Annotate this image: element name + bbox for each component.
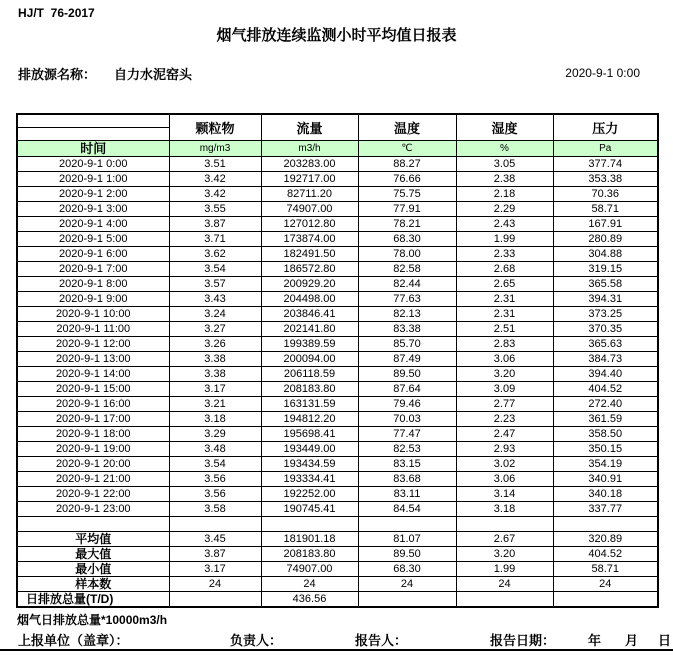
table-cell: 2.18 xyxy=(456,187,553,202)
table-cell: 2020-9-1 18:00 xyxy=(17,427,169,442)
table-cell: 127012.80 xyxy=(261,217,358,232)
data-row xyxy=(17,352,658,367)
source-name: 自力水泥窑头 xyxy=(114,67,193,82)
table-cell: 89.50 xyxy=(358,547,456,562)
table-cell: 3.54 xyxy=(169,457,261,472)
page-title: 烟气排放连续监测小时平均值日报表 xyxy=(216,27,457,44)
reporting-unit-label: 上报单位（盖章）： xyxy=(18,633,129,648)
table-cell: 3.09 xyxy=(456,382,553,397)
table-cell: 87.49 xyxy=(358,352,456,367)
table-cell: 3.02 xyxy=(456,457,553,472)
data-row xyxy=(17,457,658,472)
pollutant-header-row xyxy=(17,114,658,128)
table-cell: 58.71 xyxy=(553,562,658,577)
table-cell: 2020-9-1 7:00 xyxy=(17,262,169,277)
table-cell: 3.57 xyxy=(169,277,261,292)
table-cell: 280.89 xyxy=(553,232,658,247)
table-cell: 163131.59 xyxy=(261,397,358,412)
data-row xyxy=(17,427,658,442)
table-cell: 199389.59 xyxy=(261,337,358,352)
table-cell: 384.73 xyxy=(553,352,658,367)
table-cell: 79.46 xyxy=(358,397,456,412)
data-row xyxy=(17,382,658,397)
table-cell: 78.00 xyxy=(358,247,456,262)
table-cell: 354.19 xyxy=(553,457,658,472)
table-cell: 77.47 xyxy=(358,427,456,442)
summary-row xyxy=(17,547,658,562)
table-cell: 88.27 xyxy=(358,157,456,172)
table-cell: 319.15 xyxy=(553,262,658,277)
table-cell: 203283.00 xyxy=(261,157,358,172)
table-cell: 193334.41 xyxy=(261,472,358,487)
table-cell: 208183.80 xyxy=(261,382,358,397)
table-cell: 200929.20 xyxy=(261,277,358,292)
table-cell: 3.45 xyxy=(169,532,261,547)
data-row xyxy=(17,367,658,382)
table-cell: 337.77 xyxy=(553,502,658,517)
table-cell: 24 xyxy=(358,577,456,592)
table-cell: 75.75 xyxy=(358,187,456,202)
table-cell: 3.43 xyxy=(169,292,261,307)
table-cell: 436.56 xyxy=(261,592,358,608)
report-date-label: 报告日期： xyxy=(490,633,556,648)
col-header-flow: 流量 xyxy=(261,114,358,141)
data-row xyxy=(17,502,658,517)
table-cell: 3.42 xyxy=(169,172,261,187)
table-cell: 68.30 xyxy=(358,562,456,577)
table-cell: 3.27 xyxy=(169,322,261,337)
table-cell: 204498.00 xyxy=(261,292,358,307)
table-cell: 日排放总量(T/D) xyxy=(17,592,169,608)
data-rows xyxy=(17,157,658,517)
table-cell: 181901.18 xyxy=(261,532,358,547)
table-cell: 87.64 xyxy=(358,382,456,397)
table-cell: 3.62 xyxy=(169,247,261,262)
table-cell: 2.77 xyxy=(456,397,553,412)
table-cell: 3.71 xyxy=(169,232,261,247)
data-row xyxy=(17,277,658,292)
blank-cell xyxy=(17,517,169,532)
unit-particulate: mg/m3 xyxy=(169,141,261,157)
blank-cell xyxy=(169,517,261,532)
table-cell: 70.03 xyxy=(358,412,456,427)
year-label: 年 xyxy=(588,633,602,648)
table-cell: 203846.41 xyxy=(261,307,358,322)
summary-row xyxy=(17,532,658,547)
table-cell: 377.74 xyxy=(553,157,658,172)
table-cell: 83.11 xyxy=(358,487,456,502)
data-row xyxy=(17,172,658,187)
table-cell: 340.18 xyxy=(553,487,658,502)
table-cell: 81.07 xyxy=(358,532,456,547)
table-cell: 394.31 xyxy=(553,292,658,307)
table-cell: 84.54 xyxy=(358,502,456,517)
table-cell: 3.20 xyxy=(456,547,553,562)
header-spacer-bottom xyxy=(17,128,169,141)
table-cell: 350.15 xyxy=(553,442,658,457)
data-row xyxy=(17,262,658,277)
data-row xyxy=(17,247,658,262)
blank-cell xyxy=(456,517,553,532)
summary-row xyxy=(17,577,658,592)
table-cell: 3.05 xyxy=(456,157,553,172)
blank-row xyxy=(17,517,658,532)
report-time: 2020-9-1 0:00 xyxy=(565,66,640,80)
table-cell: 3.24 xyxy=(169,307,261,322)
data-row xyxy=(17,412,658,427)
table-cell xyxy=(169,592,261,608)
table-cell: 82.53 xyxy=(358,442,456,457)
table-cell: 208183.80 xyxy=(261,547,358,562)
table-cell: 2020-9-1 17:00 xyxy=(17,412,169,427)
source-line xyxy=(18,64,192,83)
col-header-humidity: 湿度 xyxy=(456,114,553,141)
table-cell xyxy=(456,592,553,608)
table-cell: 373.25 xyxy=(553,307,658,322)
table-cell: 361.59 xyxy=(553,412,658,427)
table-cell: 2020-9-1 3:00 xyxy=(17,202,169,217)
table-cell: 2.65 xyxy=(456,277,553,292)
col-header-temperature: 温度 xyxy=(358,114,456,141)
table-cell: 193434.59 xyxy=(261,457,358,472)
table-cell: 24 xyxy=(456,577,553,592)
table-cell: 2020-9-1 0:00 xyxy=(17,157,169,172)
data-row xyxy=(17,187,658,202)
table-cell: 2020-9-1 14:00 xyxy=(17,367,169,382)
data-row xyxy=(17,322,658,337)
table-cell: 3.21 xyxy=(169,397,261,412)
day-label: 日 xyxy=(658,633,672,648)
table-cell: 2020-9-1 15:00 xyxy=(17,382,169,397)
table-cell: 194812.20 xyxy=(261,412,358,427)
table-cell: 192717.00 xyxy=(261,172,358,187)
table-cell: 192252.00 xyxy=(261,487,358,502)
time-header: 时间 xyxy=(17,141,169,157)
unit-temperature: ℃ xyxy=(358,141,456,157)
table-cell: 3.87 xyxy=(169,547,261,562)
table-cell: 404.52 xyxy=(553,547,658,562)
table-cell: 2.23 xyxy=(456,412,553,427)
table-cell: 3.17 xyxy=(169,562,261,577)
table-cell: 2020-9-1 21:00 xyxy=(17,472,169,487)
table-cell: 206118.59 xyxy=(261,367,358,382)
table-cell: 3.54 xyxy=(169,262,261,277)
table-cell: 3.48 xyxy=(169,442,261,457)
table-cell: 2020-9-1 4:00 xyxy=(17,217,169,232)
summary-rows xyxy=(17,532,658,608)
table-cell: 2.47 xyxy=(456,427,553,442)
table-cell: 3.06 xyxy=(456,352,553,367)
table-cell: 3.06 xyxy=(456,472,553,487)
blank-cell xyxy=(553,517,658,532)
table-cell: 74907.00 xyxy=(261,202,358,217)
table-cell: 186572.80 xyxy=(261,262,358,277)
table-cell: 3.56 xyxy=(169,487,261,502)
table-cell: 2020-9-1 5:00 xyxy=(17,232,169,247)
table-cell: 2020-9-1 12:00 xyxy=(17,337,169,352)
data-row xyxy=(17,397,658,412)
data-row xyxy=(17,472,658,487)
table-cell: 195698.41 xyxy=(261,427,358,442)
data-row xyxy=(17,442,658,457)
table-cell: 3.14 xyxy=(456,487,553,502)
bottom-divider xyxy=(0,649,673,651)
table-cell: 304.88 xyxy=(553,247,658,262)
table-cell: 2.67 xyxy=(456,532,553,547)
table-cell: 2020-9-1 1:00 xyxy=(17,172,169,187)
table-cell: 3.56 xyxy=(169,472,261,487)
table-cell: 3.17 xyxy=(169,382,261,397)
table-cell: 68.30 xyxy=(358,232,456,247)
table-cell: 2020-9-1 10:00 xyxy=(17,307,169,322)
table-cell: 70.36 xyxy=(553,187,658,202)
table-cell: 2.43 xyxy=(456,217,553,232)
table-cell: 3.38 xyxy=(169,352,261,367)
data-row xyxy=(17,337,658,352)
table-cell xyxy=(358,592,456,608)
table-cell: 3.26 xyxy=(169,337,261,352)
table-cell: 2.29 xyxy=(456,202,553,217)
table-cell: 58.71 xyxy=(553,202,658,217)
table-cell: 365.58 xyxy=(553,277,658,292)
table-cell: 77.63 xyxy=(358,292,456,307)
data-row xyxy=(17,487,658,502)
table-cell: 3.87 xyxy=(169,217,261,232)
table-cell: 平均值 xyxy=(17,532,169,547)
table-cell: 2.83 xyxy=(456,337,553,352)
standard-code: HJ/T 76-2017 xyxy=(18,6,95,20)
table-cell: 167.91 xyxy=(553,217,658,232)
table-cell: 2.31 xyxy=(456,307,553,322)
table-cell: 82.58 xyxy=(358,262,456,277)
unit-header-row xyxy=(17,141,658,157)
table-cell: 190745.41 xyxy=(261,502,358,517)
table-cell: 85.70 xyxy=(358,337,456,352)
table-cell: 200094.00 xyxy=(261,352,358,367)
reporter-label: 报告人： xyxy=(355,633,408,648)
data-row xyxy=(17,307,658,322)
table-cell: 2020-9-1 22:00 xyxy=(17,487,169,502)
table-cell: 2020-9-1 8:00 xyxy=(17,277,169,292)
table-cell: 78.21 xyxy=(358,217,456,232)
table-cell: 202141.80 xyxy=(261,322,358,337)
data-row xyxy=(17,157,658,172)
summary-row xyxy=(17,592,658,608)
table-cell: 最大值 xyxy=(17,547,169,562)
blank-cell xyxy=(358,517,456,532)
table-cell: 3.42 xyxy=(169,187,261,202)
table-cell: 2.33 xyxy=(456,247,553,262)
table-cell: 1.99 xyxy=(456,232,553,247)
table-cell: 24 xyxy=(169,577,261,592)
table-cell: 82.44 xyxy=(358,277,456,292)
table-cell: 76.66 xyxy=(358,172,456,187)
table-cell: 83.15 xyxy=(358,457,456,472)
table-cell: 182491.50 xyxy=(261,247,358,262)
table-cell: 3.55 xyxy=(169,202,261,217)
data-row xyxy=(17,232,658,247)
table-cell: 2.38 xyxy=(456,172,553,187)
table-cell: 83.68 xyxy=(358,472,456,487)
report-table xyxy=(16,113,659,608)
table-cell: 2020-9-1 13:00 xyxy=(17,352,169,367)
table-cell: 320.89 xyxy=(553,532,658,547)
table-cell xyxy=(553,592,658,608)
table-cell: 24 xyxy=(553,577,658,592)
emission-total-note: 烟气日排放总量*10000m3/h xyxy=(17,613,168,627)
unit-pressure: Pa xyxy=(553,141,658,157)
table-cell: 2020-9-1 11:00 xyxy=(17,322,169,337)
data-row xyxy=(17,202,658,217)
header-spacer-top xyxy=(17,114,169,128)
table-cell: 83.38 xyxy=(358,322,456,337)
responsible-person-label: 负责人： xyxy=(230,633,283,648)
data-row xyxy=(17,292,658,307)
table-cell: 358.50 xyxy=(553,427,658,442)
table-cell: 3.58 xyxy=(169,502,261,517)
table-cell: 353.38 xyxy=(553,172,658,187)
table-cell: 77.91 xyxy=(358,202,456,217)
data-row xyxy=(17,217,658,232)
table-cell: 3.51 xyxy=(169,157,261,172)
table-cell: 24 xyxy=(261,577,358,592)
table-cell: 89.50 xyxy=(358,367,456,382)
table-cell: 3.38 xyxy=(169,367,261,382)
table-cell: 365.63 xyxy=(553,337,658,352)
table-cell: 2.31 xyxy=(456,292,553,307)
table-cell: 2020-9-1 19:00 xyxy=(17,442,169,457)
table-cell: 82.13 xyxy=(358,307,456,322)
table-cell: 2.93 xyxy=(456,442,553,457)
table-cell: 2020-9-1 20:00 xyxy=(17,457,169,472)
table-cell: 340.91 xyxy=(553,472,658,487)
table-cell: 394.40 xyxy=(553,367,658,382)
table-cell: 3.20 xyxy=(456,367,553,382)
table-cell: 193449.00 xyxy=(261,442,358,457)
source-label: 排放源名称： xyxy=(18,67,97,82)
table-cell: 74907.00 xyxy=(261,562,358,577)
col-header-pressure: 压力 xyxy=(553,114,658,141)
table-cell: 272.40 xyxy=(553,397,658,412)
table-cell: 2020-9-1 6:00 xyxy=(17,247,169,262)
table-cell: 2020-9-1 16:00 xyxy=(17,397,169,412)
table-cell: 2.68 xyxy=(456,262,553,277)
table-cell: 2020-9-1 2:00 xyxy=(17,187,169,202)
table-cell: 3.18 xyxy=(456,502,553,517)
table-cell: 3.18 xyxy=(169,412,261,427)
separator-section xyxy=(17,517,658,532)
summary-row xyxy=(17,562,658,577)
table-cell: 样本数 xyxy=(17,577,169,592)
table-cell: 173874.00 xyxy=(261,232,358,247)
table-cell: 最小值 xyxy=(17,562,169,577)
table-cell: 1.99 xyxy=(456,562,553,577)
table-cell: 3.29 xyxy=(169,427,261,442)
table-cell: 2020-9-1 9:00 xyxy=(17,292,169,307)
unit-humidity: % xyxy=(456,141,553,157)
unit-flow: m3/h xyxy=(261,141,358,157)
table-cell: 370.35 xyxy=(553,322,658,337)
table-cell: 82711.20 xyxy=(261,187,358,202)
month-label: 月 xyxy=(625,633,639,648)
table-cell: 2020-9-1 23:00 xyxy=(17,502,169,517)
blank-cell xyxy=(261,517,358,532)
table-cell: 404.52 xyxy=(553,382,658,397)
col-header-particulate: 颗粒物 xyxy=(169,114,261,141)
table-cell: 2.51 xyxy=(456,322,553,337)
